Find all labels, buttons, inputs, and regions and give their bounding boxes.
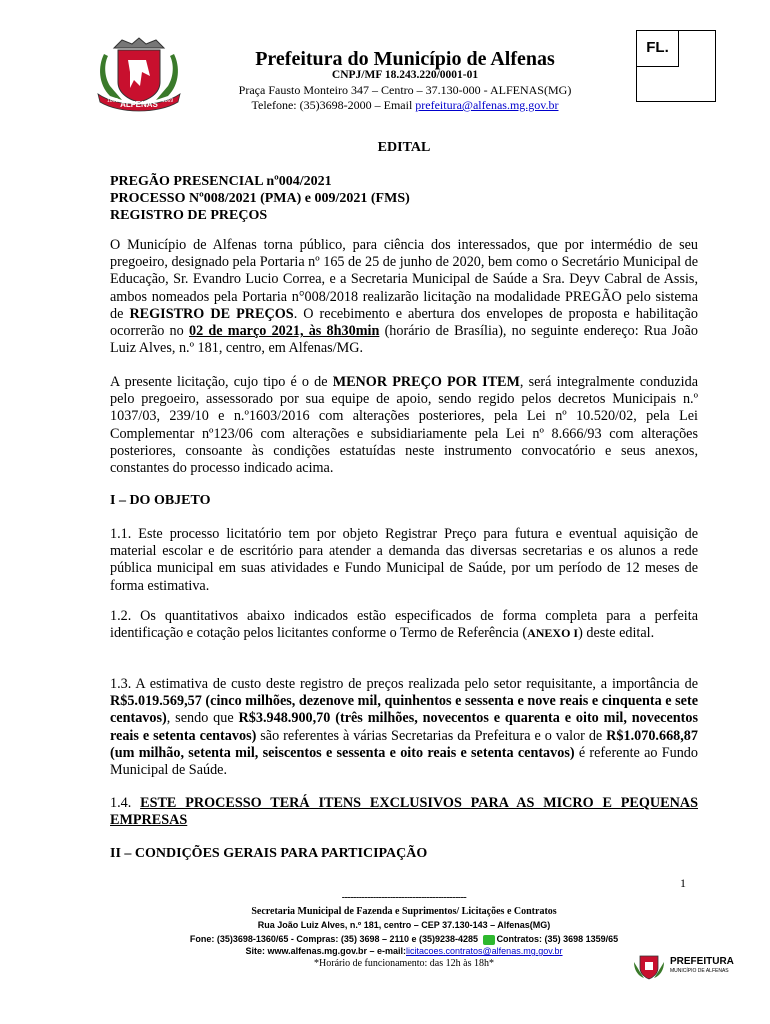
footer-phones-text: Fone: (35)3698-1360/65 - Compras: (35) 3698 – 2110 e (35)9238-4285 bbox=[189, 934, 479, 944]
pregao-heading: PREGÃO PRESENCIAL nº004/2021 bbox=[110, 174, 332, 189]
intro-text-e: (horário de Brasília), no seguinte endereço: Rua João Luiz Alves, n.º 181, centro, em Alfenas/MG. bbox=[110, 323, 698, 357]
paragraph-1-4 bbox=[110, 795, 698, 829]
intro-text-c: . O recebimento e abertura dos envelopes de proposta e habilitação ocorrerão no bbox=[110, 305, 698, 340]
cnpj-line: CNPJ/MF 18.243.220/0001-01 bbox=[331, 69, 479, 81]
p13-text-e: são referentes à várias Secretarias da Prefeitura e o valor de bbox=[256, 727, 607, 744]
folio-box bbox=[636, 30, 716, 102]
intro-date: 02 de março 2021, às 8h30min bbox=[188, 323, 380, 340]
licitacao-text-a: A presente licitação, cujo tipo é o de bbox=[110, 374, 333, 390]
registro-heading: REGISTRO DE PREÇOS bbox=[110, 208, 268, 223]
paragraph-1-3 bbox=[110, 676, 698, 779]
intro-text-b: REGISTRO DE PREÇOS bbox=[129, 305, 294, 322]
section-objeto-heading: I – DO OBJETO bbox=[110, 493, 211, 508]
email-link[interactable]: prefeitura@alfenas.mg.gov.br bbox=[415, 98, 559, 112]
logo-subtitle: MUNICÍPIO DE ALFENAS bbox=[670, 968, 729, 974]
page-title: Prefeitura do Município de Alfenas bbox=[255, 48, 555, 70]
footer-divider: -------------------------------------------- bbox=[341, 892, 467, 903]
processo-heading: PROCESSO Nº008/2021 (PMA) e 009/2021 (FMS) bbox=[110, 191, 410, 206]
phone-line bbox=[190, 98, 620, 113]
small-crest-icon bbox=[632, 954, 666, 980]
p12-text-a: 1.2. Os quantitativos abaixo indicados estão especificados de forma completa para a perfeita identificação e cotação pelos licitantes conforme o Termo de Referência ( bbox=[110, 608, 698, 642]
footer-email-link[interactable]: licitacoes.contratos@alfenas.mg.gov.br bbox=[406, 946, 563, 956]
page-number: 1 bbox=[680, 876, 686, 890]
intro-paragraph bbox=[110, 237, 698, 357]
p13-secretarias-value: R$3.948.900,70 (três milhões, novecentos e quarenta e oito mil, novecentos reais e setenta centavos) bbox=[110, 710, 698, 744]
licitacao-paragraph bbox=[110, 374, 698, 477]
paragraph-1-1: 1.1. Este processo licitatório tem por objeto Registrar Preço para futura e eventual aquisição de material escolar e de escritório para atender a demanda das diversas secretarias e os alunos a rede pública municipal em suas atividades e Fundo Municipal de Saúde, por um período de 12 meses de forma estimativa. bbox=[110, 526, 698, 594]
crest-year-left: 1869 bbox=[107, 98, 119, 104]
footer-site-text: Site: www.alfenas.mg.gov.br – e-mail: bbox=[245, 946, 406, 956]
footer-hours: *Horário de funcionamento: das 12h às 18h* bbox=[314, 958, 494, 969]
p13-fundo-value: R$1.070.668,87 (um milhão, setenta mil, seiscentos e sessenta e oito reais e setenta centavos) bbox=[110, 727, 698, 761]
anexo-reference: ANEXO I bbox=[527, 626, 579, 641]
p14-number: 1.4. bbox=[110, 795, 141, 811]
document-type: EDITAL bbox=[377, 140, 431, 155]
crest-year-right: 1869 bbox=[162, 98, 174, 104]
folio-label: FL. bbox=[637, 31, 679, 67]
p12-text-c: ) deste edital. bbox=[578, 625, 655, 642]
p13-total: R$5.019.569,57 (cinco milhões, dezenove mil, quinhentos e sessenta e nove reais e cinquenta e sete centavos) bbox=[110, 693, 698, 727]
footer-address: Rua João Luiz Alves, n.º 181, centro – CEP 37.130-143 – Alfenas(MG) bbox=[257, 920, 551, 930]
licitacao-text-c: , será integralmente conduzida pelo pregoeiro, assessorado por sua equipe de apoio, sendo regido pelos decretos Municipais n.º 1037/03, 239/10 e n.º1603/2016 com alterações posteriores, pela Lei nº 10.520/02, pela Lei Complementar nº123/06 com alterações e subsidiariamente pela Lei nº 8.666/93 com alterações posteriores, consoante às condições estatuídas neste instrumento convocatório e seus anexos, constantes do processo indicado acima. bbox=[110, 374, 699, 477]
p13-text-a: 1.3. A estimativa de custo deste registro de preços realizada pelo setor requisitante, a importância de bbox=[110, 676, 698, 692]
address-line: Praça Fausto Monteiro 347 – Centro – 37.130-000 - ALFENAS(MG) bbox=[238, 83, 572, 97]
section-condicoes-heading: II – CONDIÇÕES GERAIS PARA PARTICIPAÇÃO bbox=[110, 846, 428, 861]
crest-text: ALFENAS bbox=[120, 100, 158, 109]
footer-phones bbox=[110, 934, 698, 945]
prefeitura-logo bbox=[632, 954, 742, 980]
phone-text: Telefone: (35)3698-2000 – Email bbox=[251, 98, 413, 112]
footer-department: Secretaria Municipal de Fazenda e Suprimentos/ Licitações e Contratos bbox=[251, 906, 557, 917]
municipal-crest bbox=[92, 36, 186, 112]
whatsapp-icon bbox=[483, 935, 495, 945]
p13-text-g: é referente ao Fundo Municipal de Saúde. bbox=[110, 744, 698, 779]
logo-title: PREFEITURA bbox=[670, 956, 734, 967]
p13-text-c: , sendo que bbox=[166, 710, 239, 727]
intro-text-a: O Município de Alfenas torna público, para ciência dos interessados, que por intermédio de seu pregoeiro, designado pela Portaria nº 165 de 25 de junho de 2020, bem como o Secretário Municipal de Educação, Sr. Evandro Lucio Correa, e a Secretaria Municipal de Saúde a Sra. Deyv Cabral de Assis, ambos nomeados pela Portaria n°008/2018 realizarão licitação na modalidade PREGÃO pelo sistema de bbox=[110, 237, 698, 322]
licitacao-text-b: MENOR PREÇO POR ITEM bbox=[332, 374, 520, 390]
footer-contracts-phone: Contratos: (35) 3698 1359/65 bbox=[496, 934, 619, 944]
paragraph-1-2 bbox=[110, 608, 698, 642]
p14-exclusive-notice: ESTE PROCESSO TERÁ ITENS EXCLUSIVOS PARA AS MICRO E PEQUENAS EMPRESAS bbox=[110, 795, 698, 829]
footer-site bbox=[110, 946, 698, 956]
